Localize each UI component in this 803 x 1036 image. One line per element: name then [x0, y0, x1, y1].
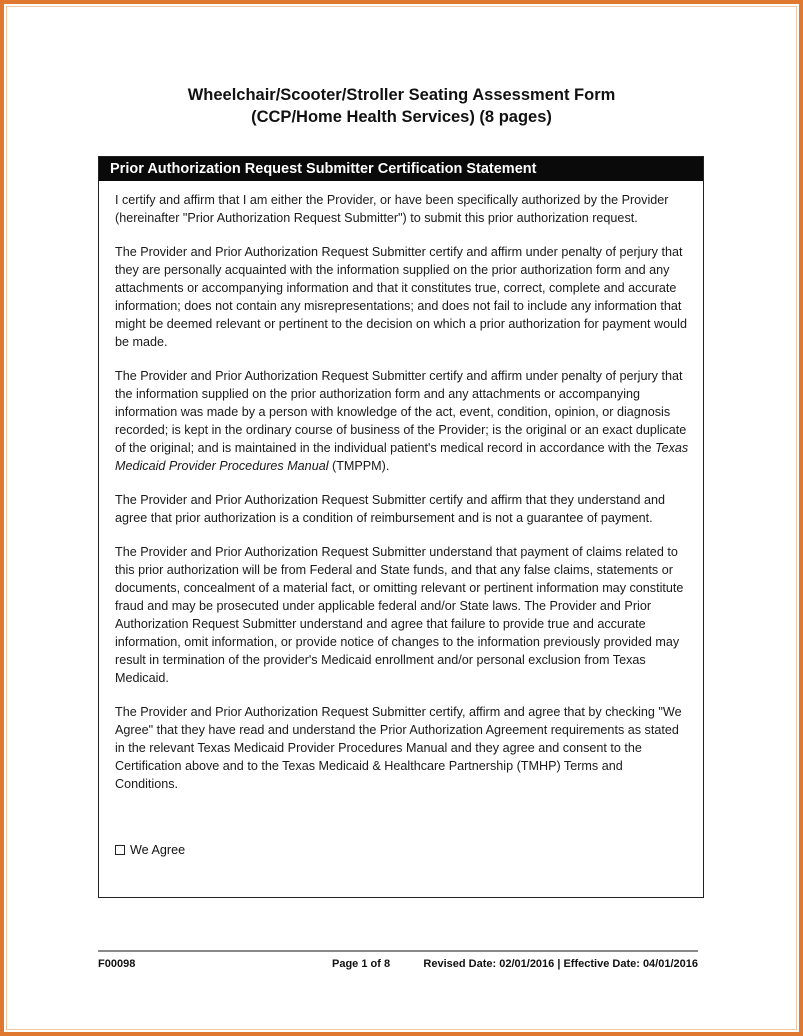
form-title-line-1: Wheelchair/Scooter/Stroller Seating Assessment Form — [187, 86, 616, 104]
paragraph-3 — [115, 367, 689, 475]
we-agree-option[interactable] — [115, 841, 185, 859]
certification-panel — [98, 156, 704, 898]
we-agree-label: We Agree — [130, 843, 186, 857]
paragraph-5: The Provider and Prior Authorization Request Submitter understand that payment of claims related to this prior authorization will be from Federal and State funds, and that any false claims, statements or documents, concealment of a material fact, or omitting relevant or pertinent information may constitute fraud and may be prosecuted under applicable federal and/or State laws. The Provider and Prior Authorization Request Submitter understand and agree that failure to provide true and accurate information, omit information, or provide notice of changes to the information previously provided may result in termination of the provider's Medicaid enrollment and/or personal exclusion from Texas Medicaid. — [115, 545, 684, 685]
paragraph-3-end: (TMPPM). — [328, 459, 390, 473]
paragraph-3-text: The Provider and Prior Authorization Request Submitter certify and affirm under penalty of perjury that the information supplied on the prior authorization form and any attachments or accompanying information was made by a person with knowledge of the act, event, condition, opinion, or diagnosis recorded; is kept in the ordinary course of business of the Provider; is the original or an exact duplicate of the original; and is maintained in the individual patient's medical record in accordance with the — [115, 369, 687, 455]
we-agree-checkbox[interactable] — [115, 845, 125, 855]
paragraph-6: The Provider and Prior Authorization Request Submitter certify, affirm and agree that by checking "We Agree" that they have read and understand the Prior Authorization Agreement requirements as stated in the relevant Texas Medicaid Provider Procedures Manual and they agree and consent to the Certification above and to the Texas Medicaid & Healthcare Partnership (TMHP) Terms and Conditions. — [115, 705, 682, 791]
tmppm-title: Texas Medicaid Provider Procedures Manual — [115, 441, 689, 473]
revision-dates: Revised Date: 02/01/2016 | Effective Date: 04/01/2016 — [423, 958, 698, 970]
paragraph-4: The Provider and Prior Authorization Request Submitter certify and affirm that they understand and agree that prior authorization is a condition of reimbursement and is not a guarantee of payment. — [115, 493, 665, 525]
form-title — [0, 84, 803, 128]
page-number: Page 1 of 8 — [332, 958, 391, 970]
footer-divider — [98, 950, 698, 952]
certification-text — [99, 181, 703, 793]
paragraph-2: The Provider and Prior Authorization Request Submitter certify and affirm under penalty of perjury that they are personally acquainted with the information supplied on the prior authorization form and any attachments or accompanying information and that it constitutes true, correct, complete and accurate information; does not contain any misrepresentations; and does not fail to include any information that might be deemed relevant or pertinent to the decision on which a prior authorization for payment would be made. — [115, 245, 687, 349]
paragraph-1: I certify and affirm that I am either the Provider, or have been specifically authorized by the Provider (hereinafter "Prior Authorization Request Submitter") to submit this prior authorization request. — [115, 193, 669, 225]
form-title-line-2: (CCP/Home Health Services) (8 pages) — [251, 108, 552, 126]
section-header: Prior Authorization Request Submitter Certification Statement — [99, 157, 703, 181]
form-number: F00098 — [98, 958, 136, 970]
